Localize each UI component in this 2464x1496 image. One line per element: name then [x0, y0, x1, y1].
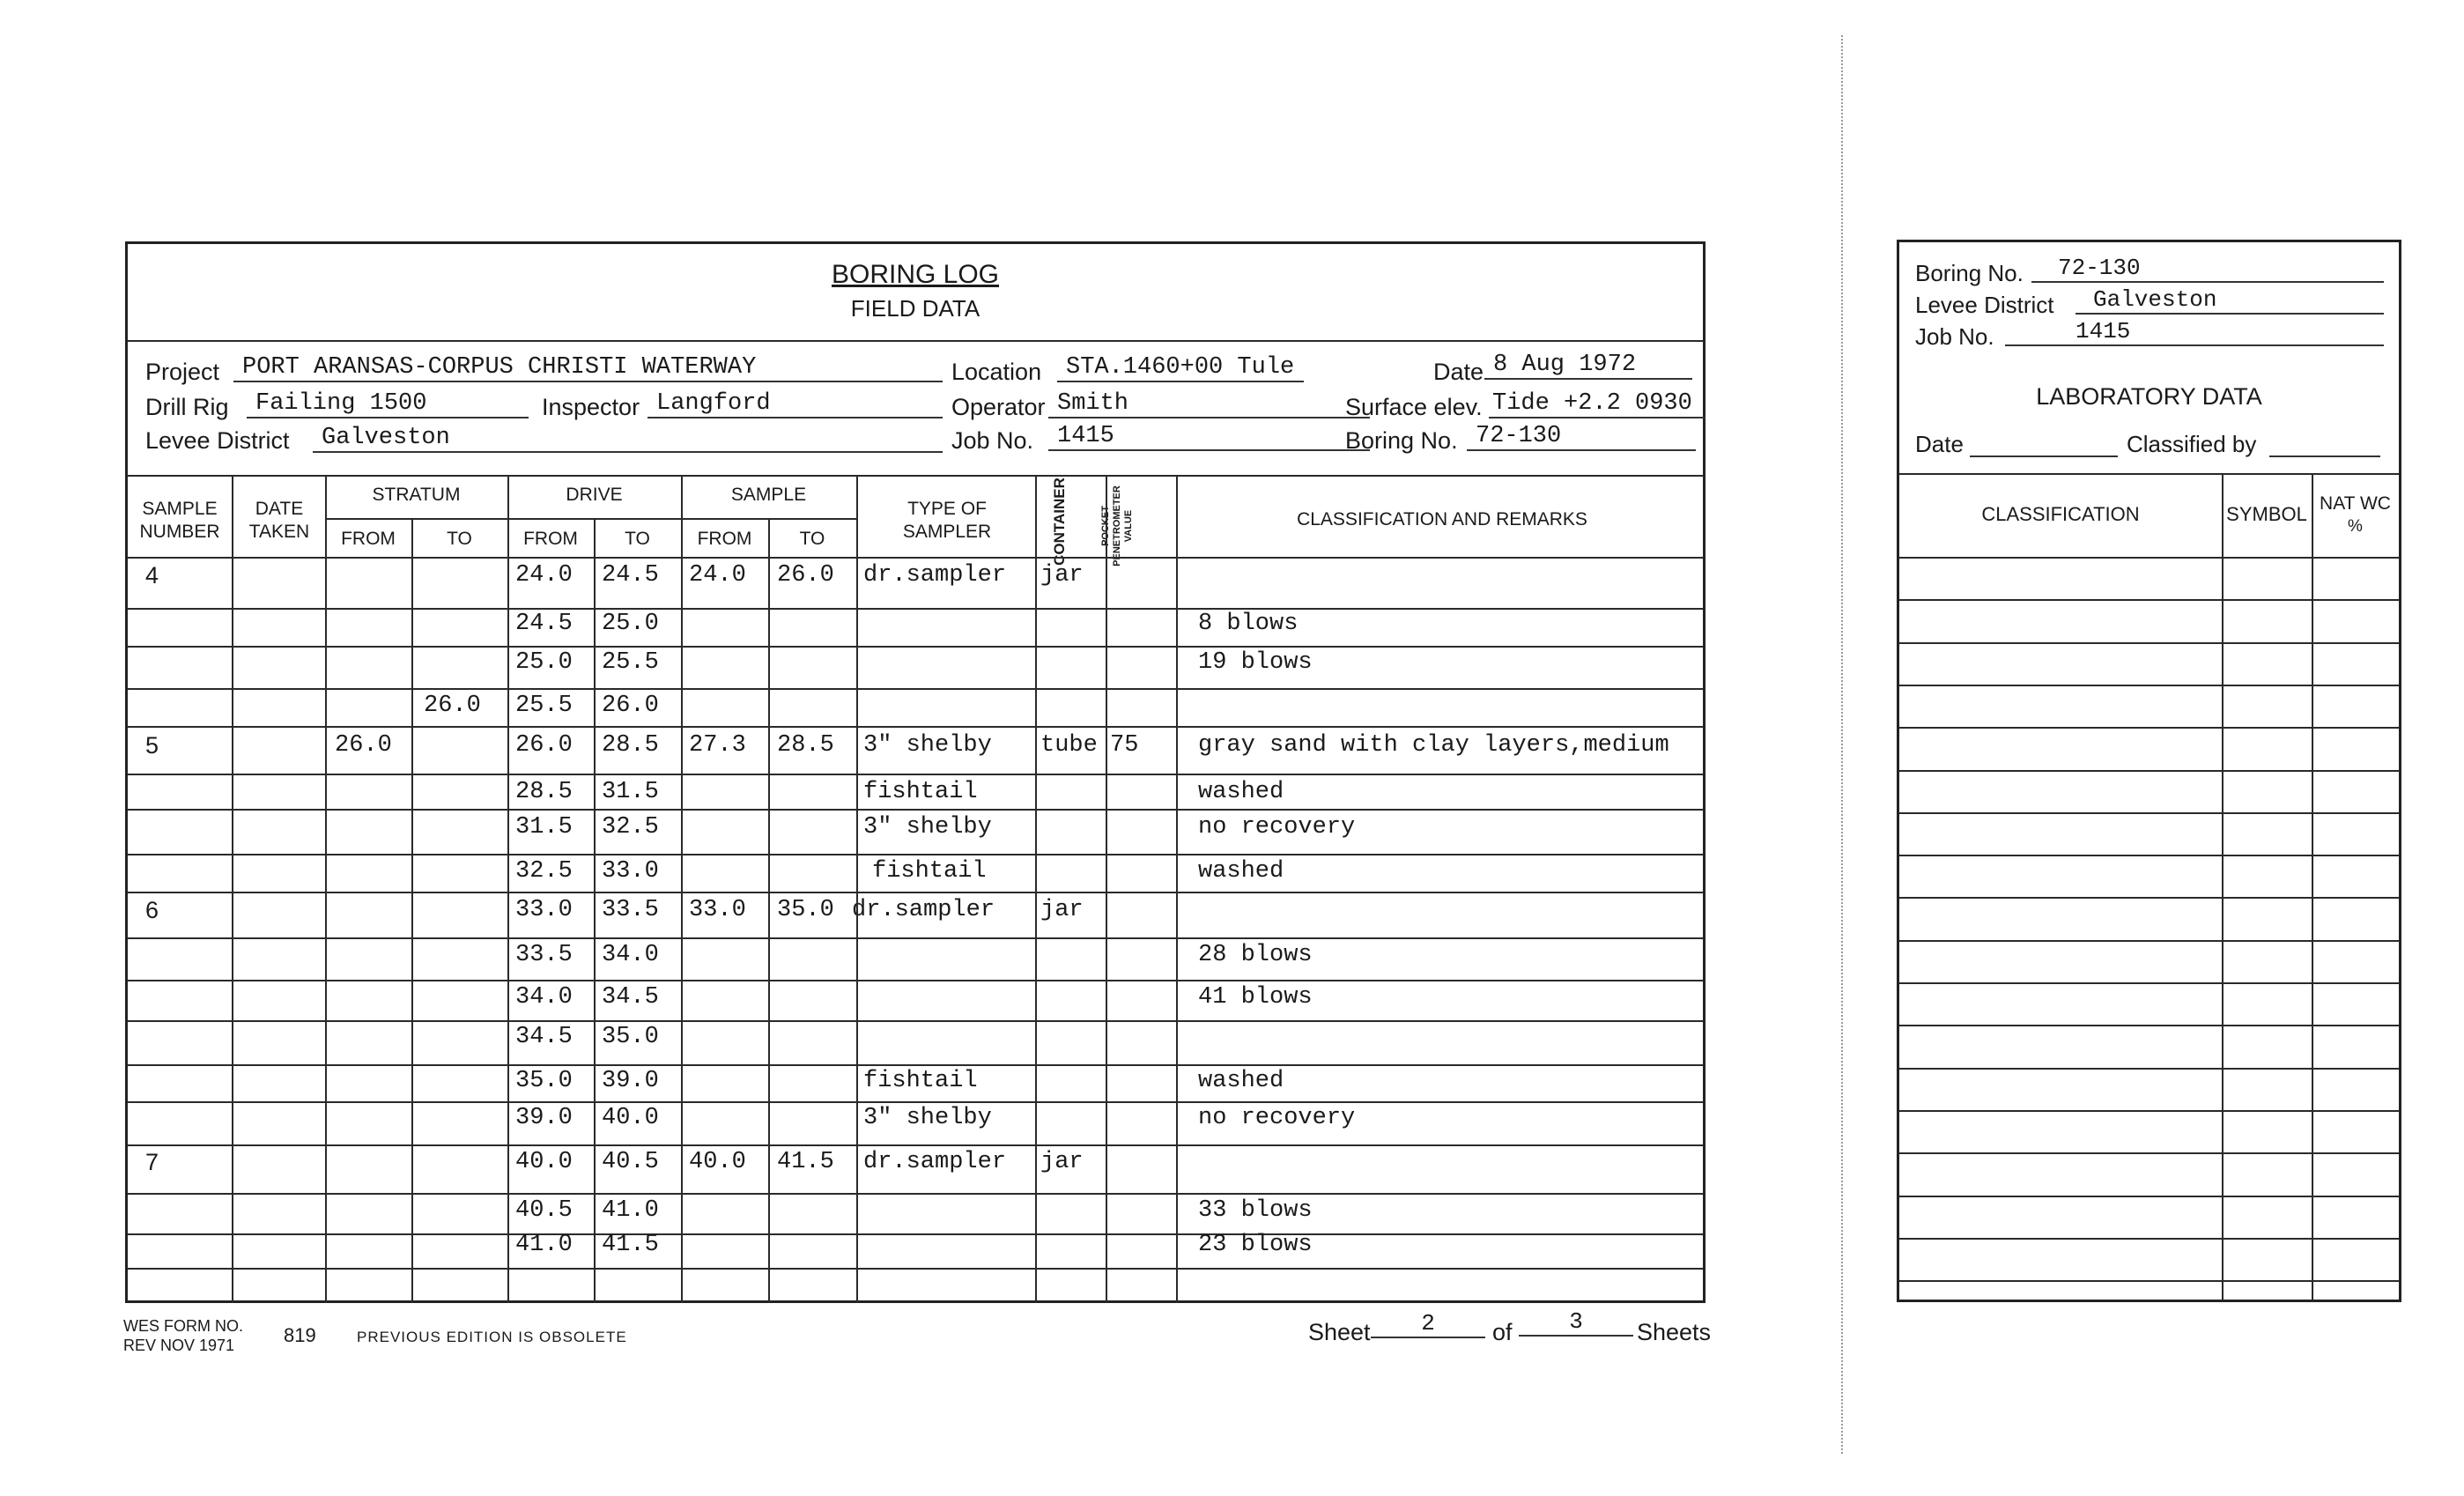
cell-drive-from[interactable]: 39.0 [515, 1105, 573, 1131]
cell-sample-to[interactable]: 28.5 [777, 732, 834, 759]
lab-row-divider [1899, 1196, 2399, 1197]
lab-row-divider [1899, 940, 2399, 942]
lab-row-divider [1899, 685, 2399, 686]
cell-drive-from[interactable]: 34.5 [515, 1024, 573, 1050]
laboratory-data-card [1897, 240, 2401, 1302]
cell-drive-to[interactable]: 35.0 [602, 1024, 659, 1050]
row-divider [128, 1144, 1703, 1146]
col-stratum-to: TO [447, 529, 472, 549]
col-drive-to: TO [625, 529, 650, 549]
cell-sampler[interactable]: 3" shelby [863, 814, 992, 841]
form-rev-label: REV NOV 1971 [123, 1337, 235, 1354]
cell-remarks[interactable]: 33 blows [1198, 1197, 1313, 1224]
grid-line [411, 518, 413, 1303]
grid-line [325, 475, 327, 1303]
col-stratum-from: FROM [341, 529, 396, 549]
col-sample-number: SAMPLE NUMBER [139, 499, 220, 542]
cell-sampler[interactable]: fishtail [863, 779, 978, 805]
cell-drive-from[interactable]: 41.0 [515, 1232, 573, 1258]
form-number: 819 [284, 1324, 316, 1346]
row-divider [128, 892, 1703, 893]
grid-line [507, 475, 509, 1303]
cell-sample-to[interactable]: 41.5 [777, 1149, 834, 1175]
cell-remarks[interactable]: 41 blows [1198, 984, 1313, 1011]
boring-no-field[interactable]: 72-130 [1467, 423, 1696, 451]
divider [128, 557, 1703, 559]
cell-remarks[interactable]: 28 blows [1198, 942, 1313, 968]
lab-boring-no-field[interactable]: 72-130 [2031, 255, 2384, 283]
operator-label: Operator [951, 394, 1046, 420]
lab-row-divider [1899, 1238, 2399, 1240]
boring-no-label: Boring No. [1345, 427, 1458, 454]
cell-remarks[interactable]: washed [1198, 858, 1284, 885]
divider [325, 518, 856, 520]
cell-sample-to[interactable]: 35.0 [777, 897, 834, 923]
cell-drive-from[interactable]: 31.5 [515, 814, 573, 841]
cell-pocket[interactable]: 75 [1110, 732, 1139, 759]
cell-sample-from[interactable]: 27.3 [689, 732, 746, 759]
cell-stratum-to[interactable]: 26.0 [424, 692, 481, 719]
lab-row-divider [1899, 770, 2399, 772]
lab-classified-by-field[interactable] [2269, 429, 2380, 457]
lab-row-divider [1899, 812, 2399, 814]
row-divider [128, 646, 1703, 648]
cell-drive-from[interactable]: 40.5 [515, 1197, 573, 1224]
lab-col-natwc-unit: % [2348, 517, 2363, 536]
cell-drive-to[interactable]: 33.0 [602, 858, 659, 885]
project-label: Project [145, 359, 220, 385]
cell-drive-to[interactable]: 32.5 [602, 814, 659, 841]
lab-row-divider [1899, 1152, 2399, 1154]
col-drive: DRIVE [566, 485, 623, 505]
cell-drive-to[interactable]: 28.5 [602, 732, 659, 759]
col-container: CONTAINER [1051, 478, 1068, 566]
lab-row-divider [1899, 727, 2399, 729]
lab-date-label: Date [1915, 431, 1964, 457]
cell-remarks[interactable]: washed [1198, 779, 1284, 805]
cell-sample-to[interactable]: 26.0 [777, 562, 834, 589]
cell-drive-to[interactable]: 34.0 [602, 942, 659, 968]
grid-line [768, 518, 770, 1303]
cell-stratum-from[interactable]: 26.0 [335, 732, 392, 759]
col-drive-from: FROM [523, 529, 578, 549]
grid-line [232, 475, 233, 1303]
cell-drive-from[interactable]: 35.0 [515, 1068, 573, 1094]
col-sample-from: FROM [697, 529, 752, 549]
grid-line [2222, 473, 2224, 1300]
cell-remarks[interactable]: no recovery [1198, 814, 1356, 841]
lab-row-divider [1899, 982, 2399, 984]
col-sample: SAMPLE [730, 485, 807, 505]
grid-line [856, 475, 858, 1303]
cell-sample[interactable]: 4 [145, 562, 159, 589]
row-divider [128, 774, 1703, 775]
row-divider [128, 854, 1703, 855]
col-date-taken: DATE TAKEN [248, 499, 310, 542]
levee-district-label: Levee District [145, 427, 290, 454]
cell-remarks[interactable]: 23 blows [1198, 1232, 1313, 1258]
cell-drive-from[interactable]: 24.0 [515, 562, 573, 589]
grid-line [1035, 475, 1037, 1303]
cell-remarks[interactable]: 8 blows [1198, 611, 1299, 637]
cell-sampler[interactable]: dr.sampler [863, 1149, 1007, 1175]
operator-field[interactable]: Smith [1048, 390, 1370, 418]
lab-job-no-field[interactable]: 1415 [2005, 318, 2384, 346]
cell-container[interactable]: jar [1040, 562, 1084, 589]
cell-drive-to[interactable]: 40.0 [602, 1105, 659, 1131]
cell-sampler[interactable]: dr.sampler [852, 897, 995, 923]
drill-rig-field[interactable]: Failing 1500 [247, 390, 529, 418]
sheet-number[interactable]: 2 [1371, 1310, 1485, 1338]
cell-sampler[interactable]: fishtail [872, 858, 987, 885]
cell-drive-from[interactable]: 34.0 [515, 984, 573, 1011]
row-divider [128, 1101, 1703, 1103]
lab-row-divider [1899, 642, 2399, 644]
lab-row-divider [1899, 897, 2399, 899]
row-divider [128, 726, 1703, 728]
col-stratum: STRATUM [372, 485, 461, 505]
cell-drive-to[interactable]: 41.0 [602, 1197, 659, 1224]
cell-drive-to[interactable]: 26.0 [602, 692, 659, 719]
cell-drive-from[interactable]: 33.0 [515, 897, 573, 923]
form-subtitle: FIELD DATA [850, 295, 980, 322]
cell-drive-from[interactable]: 26.0 [515, 732, 573, 759]
row-divider [128, 1268, 1703, 1270]
form-title: BORING LOG [831, 260, 1000, 289]
cell-sampler[interactable]: fishtail [863, 1068, 978, 1094]
cell-sample-from[interactable]: 24.0 [689, 562, 746, 589]
cell-drive-from[interactable]: 28.5 [515, 779, 573, 805]
job-no-label: Job No. [951, 427, 1034, 454]
row-divider [128, 688, 1703, 690]
row-divider [128, 937, 1703, 939]
cell-remarks[interactable]: washed [1198, 1068, 1284, 1094]
cell-drive-from[interactable]: 25.0 [515, 649, 573, 676]
cell-drive-to[interactable]: 39.0 [602, 1068, 659, 1094]
row-divider [128, 1064, 1703, 1066]
cell-drive-to[interactable]: 41.5 [602, 1232, 659, 1258]
row-divider [128, 809, 1703, 811]
levee-district-field[interactable]: Galveston [313, 425, 943, 453]
divider [1899, 557, 2399, 559]
location-label: Location [951, 359, 1042, 385]
cell-drive-to[interactable]: 24.5 [602, 562, 659, 589]
row-divider [128, 1193, 1703, 1195]
sheet-total[interactable]: 3 [1519, 1308, 1633, 1337]
lab-col-natwc: NAT WC [2320, 493, 2391, 514]
row-divider [128, 1233, 1703, 1235]
cell-drive-to[interactable]: 25.0 [602, 611, 659, 637]
sheets-label: Sheets [1637, 1319, 1712, 1345]
grid-line [1176, 475, 1178, 1303]
cell-drive-to[interactable]: 25.5 [602, 649, 659, 676]
cell-drive-from[interactable]: 40.0 [515, 1149, 573, 1175]
divider [128, 475, 1703, 477]
cell-remarks[interactable]: no recovery [1198, 1105, 1356, 1131]
date-field[interactable]: 8 Aug 1972 [1484, 352, 1692, 380]
divider [1899, 473, 2399, 475]
cell-remarks[interactable]: gray sand with clay layers,medium [1198, 732, 1669, 759]
cell-remarks[interactable]: 19 blows [1198, 649, 1313, 676]
form-no-label: WES FORM NO. [123, 1317, 243, 1335]
cell-drive-to[interactable]: 31.5 [602, 779, 659, 805]
cell-sampler[interactable]: 3" shelby [863, 732, 992, 759]
grid-line [1106, 475, 1107, 1303]
lab-title: LABORATORY DATA [2036, 383, 2262, 410]
row-divider [128, 1020, 1703, 1022]
surface-elev-label: Surface elev. [1345, 394, 1483, 420]
lab-row-divider [1899, 855, 2399, 856]
cell-sample[interactable]: 7 [145, 1149, 159, 1175]
cell-drive-to[interactable]: 40.5 [602, 1149, 659, 1175]
lab-row-divider [1899, 599, 2399, 601]
lab-col-classification: CLASSIFICATION [1981, 503, 2140, 525]
cell-sample[interactable]: 5 [145, 732, 159, 759]
cell-sampler[interactable]: dr.sampler [863, 562, 1007, 589]
lab-levee-district-field[interactable]: Galveston [2076, 286, 2384, 315]
cell-sample[interactable]: 6 [145, 897, 159, 923]
cell-sample-from[interactable]: 33.0 [689, 897, 746, 923]
perforation-line [1841, 35, 1843, 1454]
col-classification-remarks: CLASSIFICATION AND REMARKS [1297, 509, 1587, 530]
cell-sample-from[interactable]: 40.0 [689, 1149, 746, 1175]
divider [128, 340, 1703, 342]
inspector-field[interactable]: Langford [647, 390, 943, 418]
grid-line [2312, 473, 2313, 1300]
cell-container[interactable]: jar [1040, 1149, 1084, 1175]
row-divider [128, 608, 1703, 610]
lab-row-divider [1899, 1025, 2399, 1026]
lab-boring-no-label: Boring No. [1915, 260, 2024, 286]
cell-drive-to[interactable]: 33.5 [602, 897, 659, 923]
lab-job-no-label: Job No. [1915, 323, 1994, 350]
obsolete-notice: PREVIOUS EDITION IS OBSOLETE [357, 1329, 627, 1345]
grid-line [681, 475, 683, 1303]
cell-drive-to[interactable]: 34.5 [602, 984, 659, 1011]
lab-row-divider [1899, 1110, 2399, 1112]
lab-date-field[interactable] [1970, 429, 2118, 457]
date-label: Date [1433, 359, 1484, 385]
col-type-of-sampler: TYPE OF SAMPLER [902, 499, 992, 542]
grid-line [594, 518, 596, 1303]
cell-container[interactable]: tube [1040, 732, 1098, 759]
sheet-label: Sheet [1308, 1319, 1371, 1345]
cell-drive-from[interactable]: 32.5 [515, 858, 573, 885]
cell-drive-from[interactable]: 33.5 [515, 942, 573, 968]
inspector-label: Inspector [542, 394, 640, 420]
of-label: of [1492, 1319, 1513, 1345]
col-sample-to: TO [799, 529, 825, 549]
project-field[interactable]: PORT ARANSAS-CORPUS CHRISTI WATERWAY [233, 354, 943, 382]
lab-classified-by-label: Classified by [2127, 431, 2257, 457]
job-no-field[interactable]: 1415 [1048, 423, 1370, 451]
surface-elev-field[interactable]: Tide +2.2 0930 [1489, 390, 1706, 418]
lab-row-divider [1899, 1068, 2399, 1070]
cell-drive-from[interactable]: 25.5 [515, 692, 573, 719]
cell-sampler[interactable]: 3" shelby [863, 1105, 992, 1131]
drill-rig-label: Drill Rig [145, 394, 229, 420]
lab-col-symbol: SYMBOL [2226, 503, 2307, 525]
lab-levee-district-label: Levee District [1915, 292, 2054, 318]
boring-log-form [125, 241, 1706, 1303]
location-field[interactable]: STA.1460+00 Tule [1057, 354, 1304, 382]
col-pocket-penetrometer: POCKET PENETROMETER VALUE [1100, 485, 1134, 567]
row-divider [128, 980, 1703, 981]
cell-drive-from[interactable]: 24.5 [515, 611, 573, 637]
lab-row-divider [1899, 1280, 2399, 1282]
cell-container[interactable]: jar [1040, 897, 1084, 923]
